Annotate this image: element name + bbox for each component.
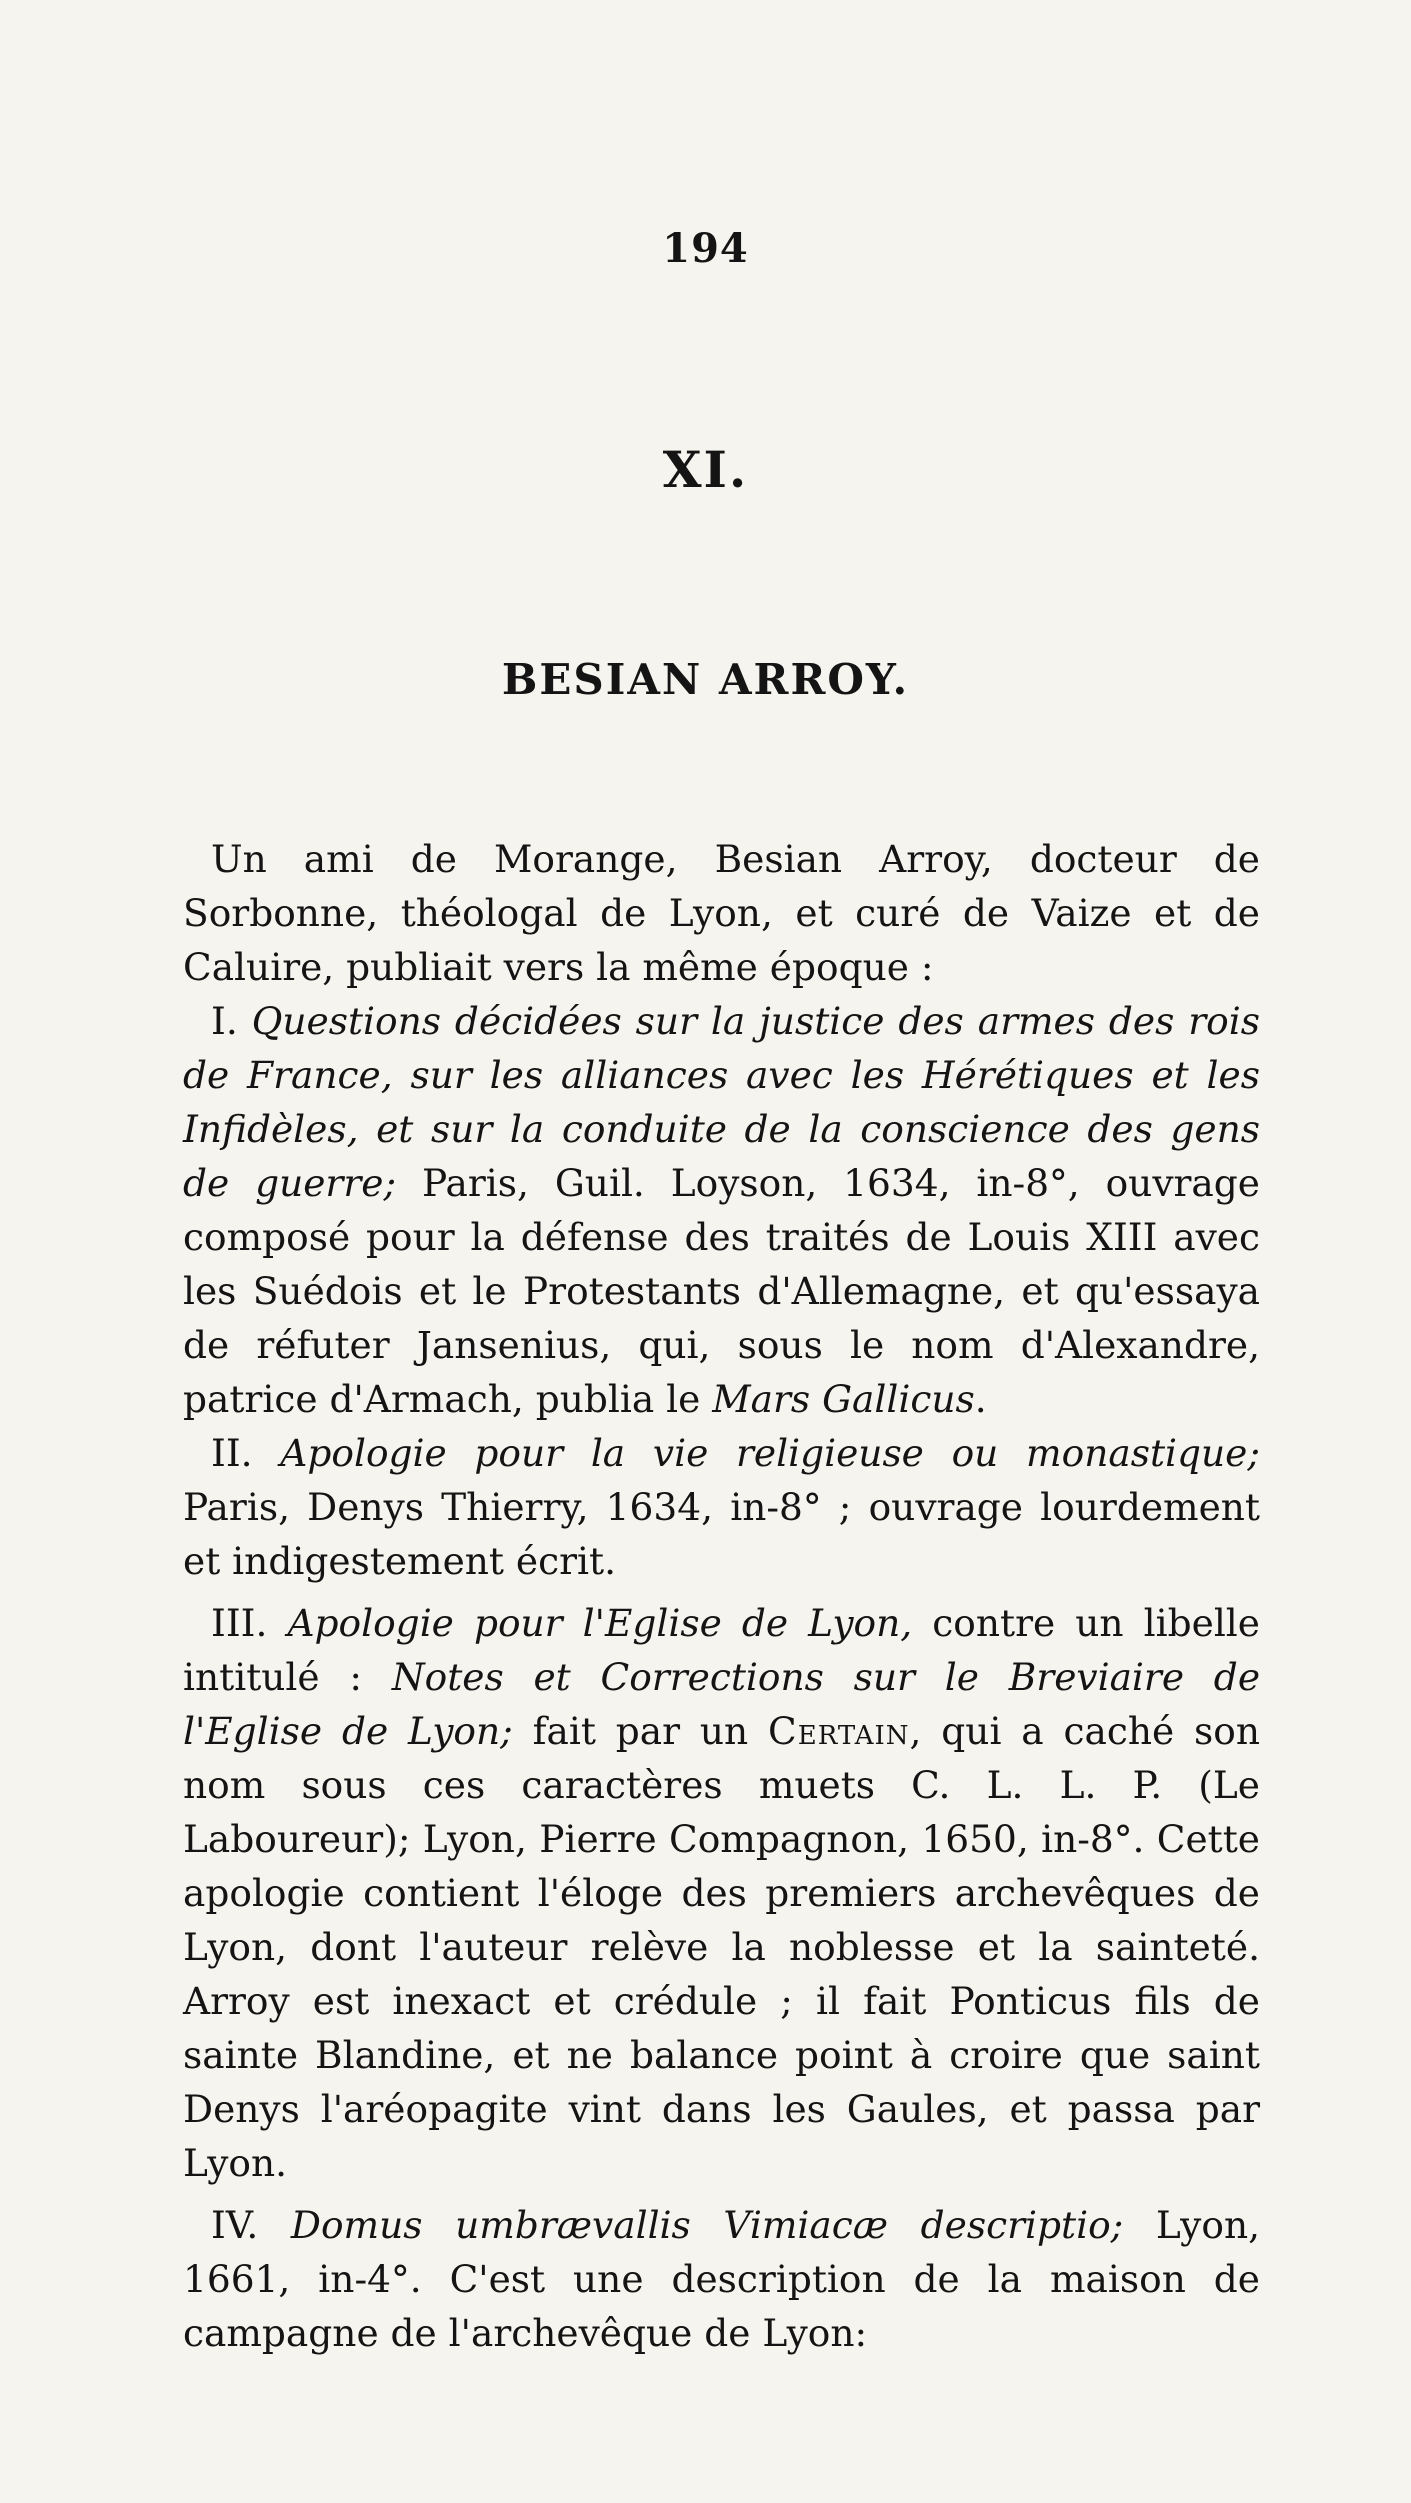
entry-3: III. Apologie pour l'Eglise de Lyon, contre un libelle intitulé : Notes et Corrections sur le Breviaire de l'Eglise de Lyon; fait par un Certain, qui a caché son nom sous ces caractères muets C. L. L. P. (Le Laboureur); Lyon, Pierre Compagnon, 1650, in-8°. Cette apologie contient l'éloge des premiers archevêques de Lyon, dont l'auteur relève la noblesse et la sainteté. Arroy est inexact et crédule ; il fait Ponticus fils de sainte Blandine, et ne balance point à croire que saint Denys l'aréopagite vint dans les Gaules, et passa par Lyon. [183, 1601, 1261, 2185]
entry-3-smallcaps: Certain [768, 1709, 910, 1753]
entry-2-numeral: II. [211, 1431, 253, 1475]
entry-3-details: , qui a caché son nom sous ces caractères muets C. L. L. P. (Le Laboureur); Lyon, Pierre Compagnon, 1650, in-8°. Cette apologie contient l'éloge des premiers archevêques de Lyon, dont l'auteur relève la noblesse et la sainteté. Arroy est inexact et crédule ; il fait Ponticus fils de sainte Blandine, et ne balance point à croire que saint Denys l'aréopagite vint dans les Gaules, et passa par Lyon. [183, 1709, 1261, 2185]
entry-4 [183, 2198, 1260, 2360]
entry-4-title: Domus umbrævallis Vimiacæ descriptio; [290, 2203, 1124, 2247]
entry-3-title: Apologie pour l'Eglise de Lyon, [287, 1601, 913, 1645]
intro-paragraph: Un ami de Morange, Besian Arroy, docteur de Sorbonne, théologal de Lyon, et curé de Vaize et de Caluire, publiait vers la même époque : [183, 837, 1260, 989]
entry-1-title: Questions décidées sur la justice des armes des rois de France, sur les alliances avec les Hérétiques et les Infidèles, et sur la conduite de la conscience des gens de guerre; [183, 999, 1261, 1205]
entry-1: I. Questions décidées sur la justice des armes des rois de France, sur les alliances avec les Hérétiques et les Infidèles, et sur la conduite de la conscience des gens de guerre; Paris, Guil. Loyson, 1634, in-8°, ouvrage composé pour la défense des traités de Louis XIII avec les Suédois et le Protestants d'Allemagne, et qu'essaya de réfuter Jansenius, qui, sous le nom d'Alexandre, patrice d'Armach, publia le Mars Gallicus. [183, 999, 1261, 1421]
entry-1-italic: Mars Gallicus [712, 1377, 975, 1421]
entry-4-details: Lyon, 1661, in-4°. C'est une description de la maison de campagne de l'archevêque de Lyon: [183, 2203, 1261, 2355]
page-number: 194 [662, 225, 749, 272]
chapter-title: BESIAN ARROY. [501, 655, 910, 704]
entry-3-italic: Notes et Corrections sur le Breviaire de l'Eglise de Lyon; [183, 1655, 1261, 1753]
entry-3-numeral: III. [211, 1601, 268, 1645]
entry-2-title: Apologie pour la vie religieuse ou monastique; [280, 1431, 1260, 1475]
entry-4-numeral: IV. [211, 2203, 259, 2247]
entry-1-numeral: I. [211, 999, 238, 1043]
body-text [183, 832, 1260, 2360]
entry-1-details: Paris, Guil. Loyson, 1634, in-8°, ouvrage composé pour la défense des traités de Louis XIII avec les Suédois et le Protestants d'Allemagne, et qu'essaya de réfuter Jansenius, qui, sous le nom d'Alexandre, patrice d'Armach, publia le [183, 1161, 1260, 1421]
entry-2 [183, 1426, 1260, 1588]
entry-2-details: Paris, Denys Thierry, 1634, in-8° ; ouvrage lourdement et indigestement écrit. [183, 1485, 1260, 1583]
chapter-number: XI. [662, 440, 749, 499]
